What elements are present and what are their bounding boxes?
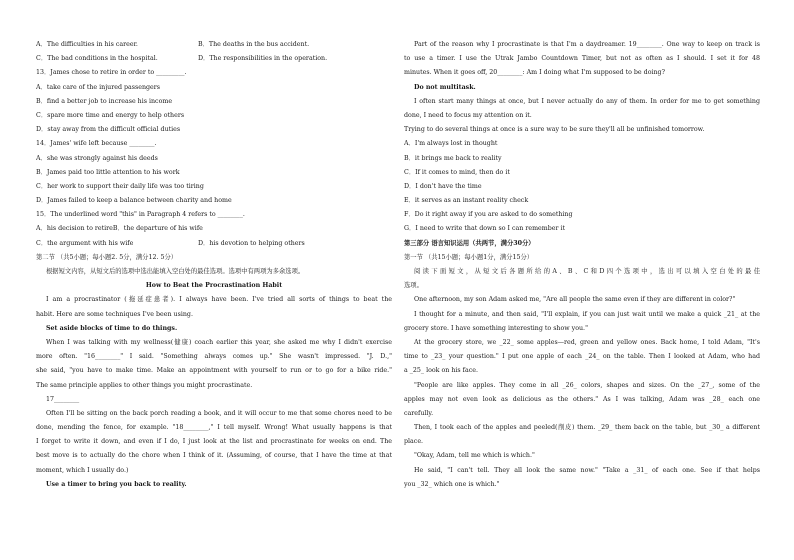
q14-option-d: D．James failed to keep a balance between charity and home (36, 197, 232, 205)
q15-options-row-2 (36, 237, 392, 251)
story-line: "People are like apples. They come in all _26_ colors, shapes and sizes. On the _27_, some of the (414, 381, 760, 389)
story-line: I thought for a minute, and then said, "I'll explain, if you can just wait until we make a quick _21_ at the (414, 310, 760, 318)
part3-heading: 第三部分 语言知识运用（共两节，满分30分） (404, 239, 535, 247)
passage-line: best move is to actually do the chore when I think of it. (Assuming, of course, that I have the time at that (36, 452, 392, 460)
option-e: E．it serves as an instant reality check (404, 197, 529, 205)
q13-option-a: A．take care of the injured passengers (36, 83, 161, 91)
story-line: you _32_ which one is which." (404, 480, 500, 488)
q14-option-c: C．her work to support their daily life was too tiring (36, 182, 204, 190)
option-g: G．I need to write that down so I can remember it (404, 225, 566, 233)
story-line: At the grocery store, we _22_ some apples—red, green and yellow ones. Back home, I told Adam, "It's (414, 338, 760, 346)
passage-subheading: Set aside blocks of time to do things. (46, 324, 178, 332)
section1-instruction: 阅读下面短文，从短文后各题所给的A、B、C和D四个选项中，选出可以填入空白处的最佳 (414, 268, 760, 275)
option-c: C．If it comes to mind, then do it (404, 168, 510, 176)
passage-line: I am a procrastinator (拖延症患者). I always have been. I've tried all sorts of things to beat the (46, 296, 392, 304)
story-line: time to _23_ your question." I put one apple of each _24_ on the table. Then I looked at Adam, who had (404, 353, 760, 361)
q13-stem: 13．James chose to retire in order to _________. (36, 69, 187, 77)
passage-line: minutes. When it goes off, 20________: Am I doing what I'm supposed to be doing? (404, 69, 665, 77)
q12-options-row-1 (36, 38, 392, 52)
story-line: Then, I took each of the apples and peeled(削皮) them. _29_ them back on the table, but _30_ a different (414, 424, 760, 432)
story-line: apples may not even look as delicious as the others." As I was talking, Adam was _28_ each one (404, 395, 760, 403)
section2-heading: 第二节 （共5小题；每小题2. 5分，满分12. 5分） (36, 253, 178, 261)
passage-line: The same principle applies to other things you might procrastinate. (36, 381, 253, 389)
passage-line: to use a timer. I use the Utrak Jambo Countdown Timer, but not as often as I should. I set it for 48 (404, 55, 760, 63)
passage-line: Often I'll be sitting on the back porch reading a book, and it will occur to me that some chores need to be (46, 409, 392, 417)
passage-line: she said, "you have to make time. Make an appointment with yourself to run or to go for a bike ride." (36, 367, 392, 375)
passage-line: I forget to write it down, and even if I do, I just look at the list and procrastinate for weeks on end. The (36, 438, 392, 446)
option-b: B．it brings me back to reality (404, 154, 502, 162)
q15-stem: 15．The underlined word "this" in Paragraph 4 refers to ________. (36, 211, 245, 219)
passage-line: I often start many things at once, but I never actually do any of them. In order for me to get something (414, 97, 760, 105)
section1-heading: 第一节 （共15小题；每小题1分，满分15分） (404, 253, 534, 261)
passage-line: moment, which I usually do.) (36, 466, 129, 474)
left-column (36, 38, 392, 492)
story-line: One afternoon, my son Adam asked me, "Are all people the same even if they are different in color?" (414, 296, 736, 304)
passage-subheading: Do not multitask. (414, 83, 476, 91)
q12-option-d: D．The responsibilities in the operation. (198, 55, 328, 63)
q13-option-d: D．stay away from the difficult official duties (36, 126, 181, 134)
section1-instruction-cont: 选项。 (404, 282, 423, 290)
q14-stem: 14．James' wife left because ________. (36, 140, 157, 148)
section2-instruction: 根据短文内容，从短文后的选项中选出能填入空白处的最佳选项。选项中有两项为多余选项。 (46, 268, 305, 275)
q12-option-a: A．The difficulties in his career. (36, 41, 138, 48)
passage-line: habit. Here are some techniques I've been using. (36, 310, 193, 318)
passage-title: How to Beat the Procrastination Habit (145, 282, 283, 290)
passage-line: When I was talking with my wellness(健康) coach earlier this year, she asked me why I didn't exercise (46, 338, 392, 346)
option-d: D．I don't have the time (404, 182, 482, 190)
passage-subheading: Use a timer to bring you back to reality. (46, 480, 187, 488)
story-line: carefully. (404, 409, 434, 417)
passage-line: Part of the reason why I procrastinate is that I'm a daydreamer. 19________. One way to keep on track is (414, 41, 760, 48)
story-line: place. (404, 438, 424, 446)
q12-options-row-2 (36, 52, 392, 66)
option-a: A．I'm always lost in thought (404, 140, 498, 148)
q15-option-a: A．his decision to retireB．the departure of his wife (36, 225, 203, 233)
story-line: grocery store. I have something interesting to show you." (404, 324, 588, 332)
story-line: He said, "I can't tell. They all look the same now." "Take a _31_ of each one. See if that helps (414, 466, 760, 474)
right-column (404, 38, 760, 492)
passage-line: more often. "16________" I said. "Something always comes up." She wasn't impressed. "J. D.," (36, 353, 392, 361)
q12-option-b: B．The deaths in the bus accident. (198, 41, 310, 48)
q14-option-b: B．James paid too little attention to his work (36, 168, 180, 176)
q12-option-c: C．The bad conditions in the hospital. (36, 55, 158, 63)
passage-line: done, mending the fence, for example. "18________," I tell myself. Wrong! What usually happens is that (36, 424, 392, 432)
blank-17: 17________ (46, 395, 80, 403)
q13-option-b: B．find a better job to increase his income (36, 97, 173, 105)
q15-option-d: D．his devotion to helping others (198, 239, 305, 247)
q15-option-c: C．the argument with his wife (36, 239, 134, 247)
passage-line: done, I need to focus my attention on it. (404, 111, 532, 119)
passage-line: Trying to do several things at once is a sure way to be sure they'll all be unfinished tomorrow. (404, 126, 705, 134)
q14-option-a: A．she was strongly against his deeds (36, 154, 158, 162)
story-line: "Okay, Adam, tell me which is which." (414, 452, 535, 460)
story-line: a _25_ look on his face. (404, 367, 478, 375)
option-f: F．Do it right away if you are asked to do something (404, 211, 573, 219)
q13-option-c: C．spare more time and energy to help others (36, 111, 185, 119)
